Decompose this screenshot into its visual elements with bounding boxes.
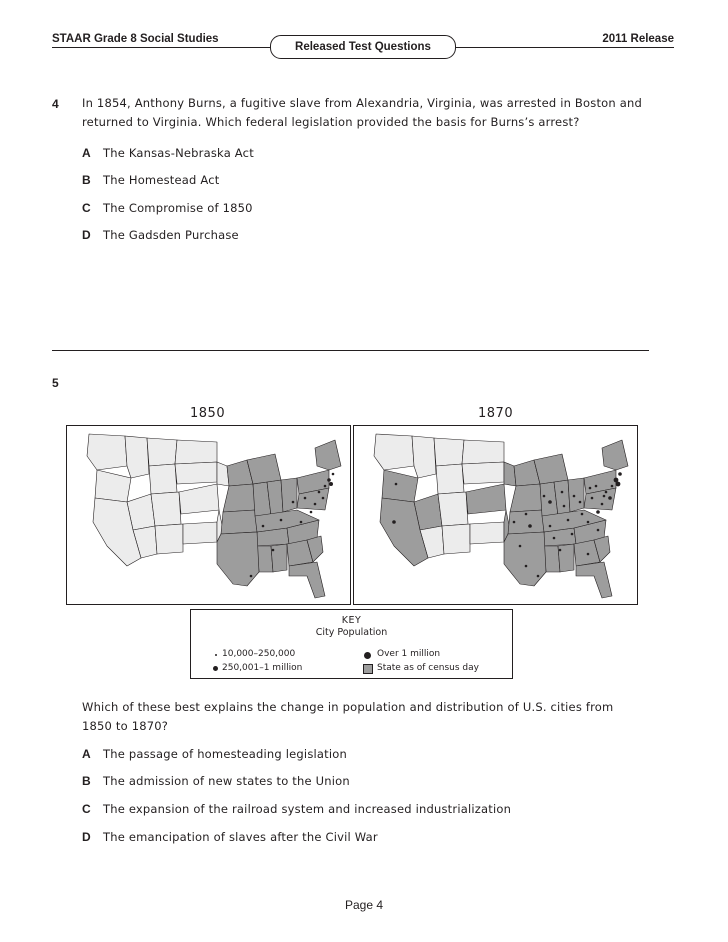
question-5-option-b-text[interactable]: The admission of new states to the Union (103, 774, 350, 788)
map-1870 (353, 425, 638, 605)
map-1870-graphic (354, 426, 637, 604)
question-5-option-c-letter: C (82, 802, 91, 816)
question-5-stem: Which of these best explains the change in population and distribution of U.S. cities from 1850 to 1870? (82, 700, 614, 733)
map-key-item-small: 10,000–250,000 (222, 649, 296, 659)
header-left-title: STAAR Grade 8 Social Studies (52, 33, 219, 45)
header-right-release: 2011 Release (602, 33, 674, 45)
map-1850-graphic (67, 426, 350, 604)
question-4-option-a-letter: A (82, 146, 91, 160)
question-5-option-c-text[interactable]: The expansion of the railroad system and increased industrialization (103, 802, 512, 816)
gray-square-icon (363, 664, 373, 674)
question-5-option-d-text[interactable]: The emancipation of slaves after the Civil War (103, 830, 378, 844)
map-key-item-large: Over 1 million (377, 649, 441, 659)
map-key-item-state: State as of census day (377, 663, 479, 673)
question-5-number: 5 (52, 376, 59, 390)
question-4-option-b-text[interactable]: The Homestead Act (103, 173, 220, 187)
map-1850 (66, 425, 351, 605)
question-5-option-a-letter: A (82, 747, 91, 761)
question-4-stem: In 1854, Anthony Burns, a fugitive slave from Alexandria, Virginia, was arrested in Boston and returned to Virginia. Which federal legislation provided the basis for Burns’s arrest? (82, 96, 642, 129)
small-dot-icon (215, 654, 217, 656)
question-4-number: 4 (52, 97, 59, 111)
question-5-option-d-letter: D (82, 830, 91, 844)
question-divider (52, 350, 649, 351)
map-key-title: KEY (341, 615, 362, 626)
medium-dot-icon (213, 666, 218, 671)
map-key-subtitle: City Population (315, 627, 388, 638)
question-4-option-d-letter: D (82, 228, 91, 242)
question-4-option-c-text[interactable]: The Compromise of 1850 (103, 201, 253, 215)
question-4-option-b-letter: B (82, 173, 91, 187)
question-4-option-c-letter: C (82, 201, 91, 215)
question-5-option-a-text[interactable]: The passage of homesteading legislation (103, 747, 347, 761)
question-4-option-d-text[interactable]: The Gadsden Purchase (103, 228, 239, 242)
page-number: Page 4 (344, 898, 384, 912)
map-1850-year: 1850 (190, 406, 226, 421)
map-key-item-medium: 250,001–1 million (222, 663, 303, 673)
question-5-option-b-letter: B (82, 774, 91, 788)
large-dot-icon (364, 652, 371, 659)
map-key (190, 609, 513, 679)
map-1870-year: 1870 (478, 406, 514, 421)
header-center-badge: Released Test Questions (270, 35, 456, 59)
question-4-option-a-text[interactable]: The Kansas-Nebraska Act (103, 146, 254, 160)
